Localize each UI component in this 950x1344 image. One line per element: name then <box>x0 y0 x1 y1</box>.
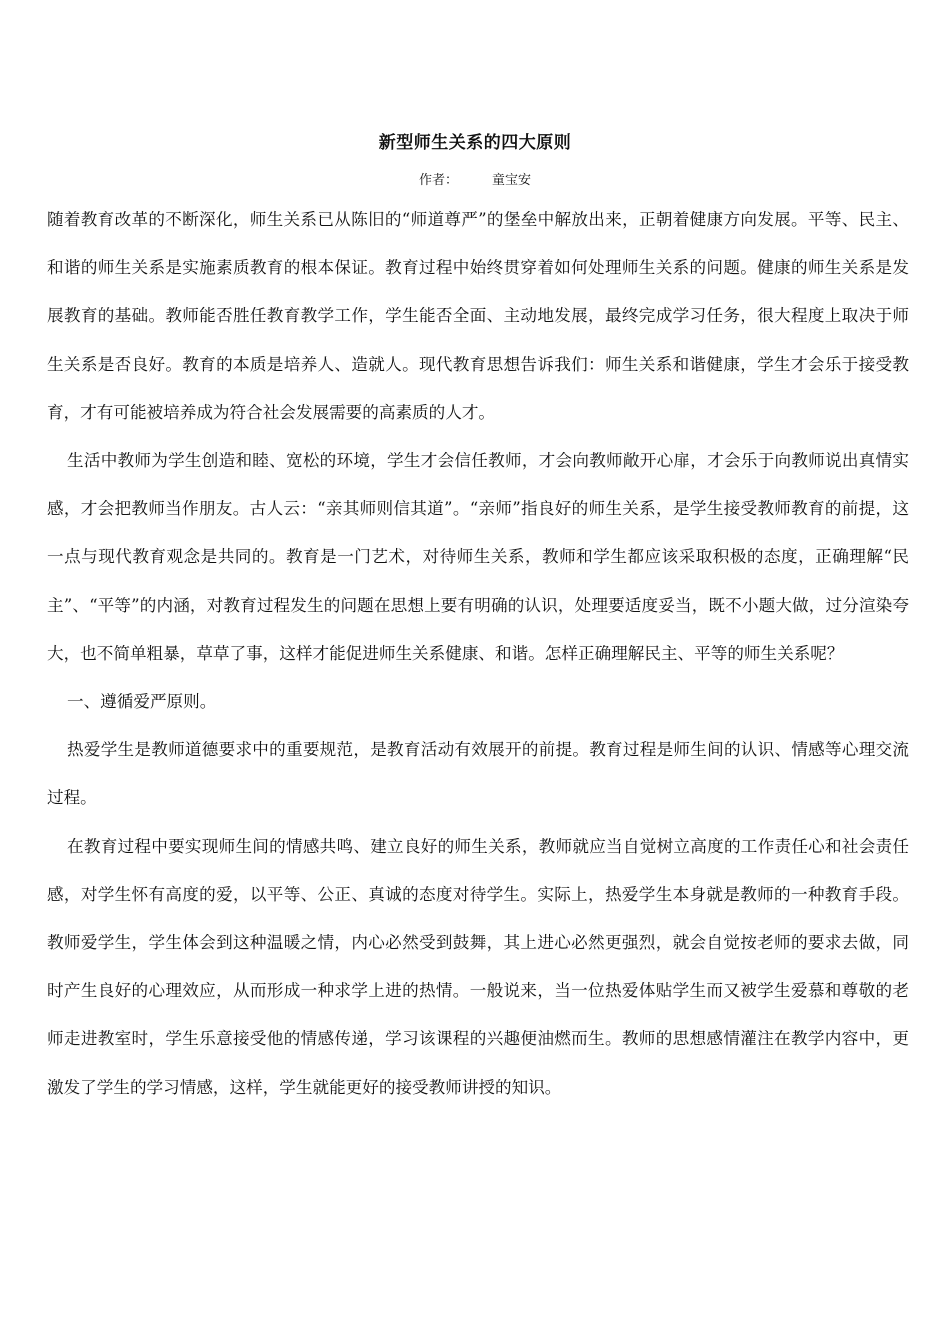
document-title: 新型师生关系的四大原则 <box>378 133 572 153</box>
paragraph-1: 随着教育改革的不断深化，师生关系已从陈旧的“师道尊严”的堡垒中解放出来，正朝着健康方向发展。平等、民主、和谐的师生关系是实施素质教育的根本保证。教育过程中始终贯穿着如何处理师生关系的问题。健康的师生关系是发展教育的基础。教师能否胜任教育教学工作，学生能否全面、主动地发展，最终完成学习任务，很大程度上取决于师生关系是否良好。教育的本质是培养人、造就人。现代教育思想告诉我们：师生关系和谐健康，学生才会乐于接受教育，才有可能被培养成为符合社会发展需要的高素质的人才。 <box>47 210 909 422</box>
paragraph-2: 生活中教师为学生创造和睦、宽松的环境，学生才会信任教师，才会向教师敞开心扉，才会乐于向教师说出真情实感，才会把教师当作朋友。古人云：“亲其师则信其道”。“亲师”指良好的师生关系，是学生接受教师教育的前提，这一点与现代教育观念是共同的。教育是一门艺术，对待师生关系，教师和学生都应该采取积极的态度，正确理解“民主”、“平等”的内涵，对教育过程发生的问题在思想上要有明确的认识，处理要适度妥当，既不小题大做，过分渲染夸大，也不简单粗暴，草草了事，这样才能促进师生关系健康、和谐。怎样正确理解民主、平等的师生关系呢？ <box>47 451 909 663</box>
author-name: 童宝安 <box>492 173 532 188</box>
author-label: 作者： <box>418 173 458 188</box>
paragraph-4: 在教育过程中要实现师生间的情感共鸣、建立良好的师生关系，教师就应当自觉树立高度的工作责任心和社会责任感，对学生怀有高度的爱，以平等、公正、真诚的态度对待学生。实际上，热爱学生本身就是教师的一种教育手段。教师爱学生，学生体会到这种温暖之情，内心必然受到鼓舞，其上进心必然更强烈，就会自觉按老师的要求去做，同时产生良好的心理效应，从而形成一种求学上进的热情。一般说来，当一位热爱体贴学生而又被学生爱慕和尊敬的老师走进教室时，学生乐意接受他的情感传递，学习该课程的兴趣便油燃而生。教师的思想感情灌注在教学内容中，更激发了学生的学习情感，这样，学生就能更好的接受教师讲授的知识。 <box>47 836 909 1097</box>
author-line <box>0 171 950 191</box>
paragraph-3: 热爱学生是教师道德要求中的重要规范，是教育活动有效展开的前提。教育过程是师生间的认识、情感等心理交流过程。 <box>47 740 909 808</box>
document-body <box>47 196 909 1112</box>
section-heading-1: 一、遵循爱严原则。 <box>67 692 217 712</box>
